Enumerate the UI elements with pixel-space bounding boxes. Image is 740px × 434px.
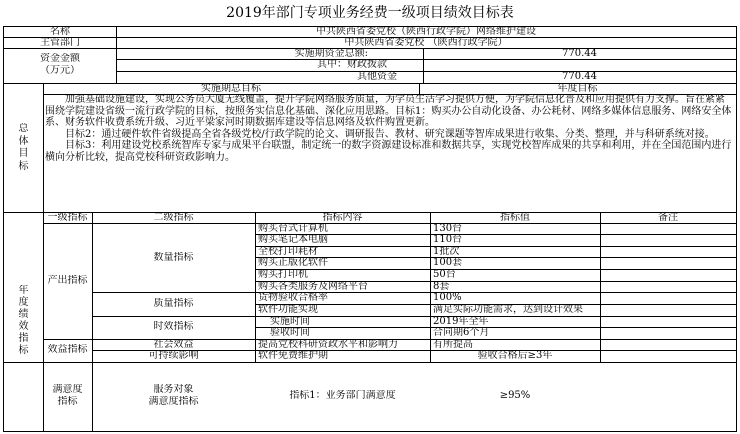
fund-finance-value — [423, 59, 736, 71]
indicator-value: 100套 — [433, 257, 463, 268]
quantity-indicator-label: 数量指标 — [153, 252, 194, 263]
performance-table — [3, 26, 737, 432]
fund-finance-label: 其中：财政拨款 — [317, 59, 387, 70]
quality-indicator-label: 质量指标 — [153, 298, 194, 309]
overall-goals-label: 总 体 目 标 — [18, 123, 29, 172]
indicator-value: 1批次 — [433, 246, 460, 257]
goal-paragraph-2: 目标2：通过硬件软件省级提高全省各级党校/行政学院的论文、调研报告、教材、研究课题等智库成果进行收集、分类、整理，并与科研系统对接。 — [65, 128, 715, 140]
indicator-content: 软件功能实现 — [258, 304, 318, 315]
dept-value: 中共陕西省委党校 （陕西行政学院） — [344, 37, 508, 48]
indicator-content: 实施时间 — [270, 316, 310, 327]
indicator-content: 验收时间 — [270, 327, 310, 338]
indicator-value: 2019年全年 — [433, 316, 489, 327]
indicator-value: 130台 — [433, 223, 463, 234]
indicator-value: 100% — [433, 292, 462, 303]
col-note: 备注 — [658, 212, 678, 223]
goal-paragraph-3: 目标3：利用建设党校系统智库专家与成果平台联盟，制定统一的数字资源建设标准和数据共享，实现党校智库成果的共享和利用，并在全国范围内进行横向分析比较，提高党校科研资政影响力。 — [45, 140, 732, 163]
service-target-label: 服务对象 — [153, 384, 194, 395]
fund-other-label: 其他资金 — [357, 71, 397, 82]
indicator-content: 提高党校科研资政水平和影响力 — [258, 339, 398, 350]
goal-paragraph-1: 加强基础设施建设，实现公务员大厦无线覆盖，提升学院网络服务质量，为学员生活学习提供方便，为学院信息化普及和应用提供有力支撑。旨在紧紧围绕学院建设省级一流行政学院的目标，按照务实信息化基础、深化应用思路。目标1：购买办公自动化设备、办公耗材、网络多媒体信息服务、网络安全体系、财务软件收费系统升级、习近平梁家河时期数据库建设等信息网络及软件购置更新。 — [45, 94, 732, 128]
indicator-value: 有所提高 — [433, 339, 473, 350]
indicator-value: ≥95% — [499, 390, 531, 401]
goal-text — [45, 94, 734, 212]
indicator-content: 软件免费维护期 — [258, 350, 328, 361]
annual-indicators-label: 年 度 绩 效 指 标 — [18, 285, 29, 356]
year-goal-header: 年度目标 — [557, 83, 598, 94]
benefit-indicator-label: 效益指标 — [47, 344, 88, 355]
period-goal-header: 实施期总目标 — [201, 83, 261, 94]
fund-other-value: 770.44 — [562, 71, 597, 82]
project-name: 中共陕西省委党校（陕西行政学院）网络维护建设 — [316, 27, 536, 37]
indicator-content: 购买正版化软件 — [258, 257, 328, 268]
satisfaction-label: 满意度 — [52, 384, 83, 395]
page-title: 2019年部门专项业务经费一级项目绩效目标表 — [226, 5, 514, 21]
col-level2: 二级指标 — [153, 212, 194, 223]
indicator-value: 满足实际功能需求，达到设计效果 — [433, 304, 583, 315]
satisfaction-sublabel: 指标 — [57, 396, 78, 407]
indicator-content: 购买打印机 — [258, 269, 308, 280]
dept-label: 主管部门 — [40, 37, 80, 48]
output-indicator-label: 产出指标 — [47, 275, 88, 286]
indicator-content: 购买笔记本电脑 — [258, 234, 328, 245]
social-benefit-label: 社会效益 — [153, 339, 194, 350]
indicator-value: 合同期6个月 — [433, 327, 490, 338]
service-satisfaction-label: 满意度指标 — [148, 396, 199, 407]
col-content: 指标内容 — [322, 212, 363, 223]
fund-label: 资金金额 — [40, 53, 80, 64]
fund-unit-label: （万元） — [40, 65, 80, 76]
indicator-content: 购买各类服务及网络平台 — [258, 281, 368, 292]
fund-total-value: 770.44 — [562, 48, 597, 59]
col-value: 指标值 — [500, 212, 530, 223]
fund-total-label: 实施期资金总额: — [294, 48, 368, 59]
indicator-value: 8套 — [433, 281, 450, 292]
indicator-content: 全校打印耗材 — [258, 246, 318, 257]
indicator-value: 50台 — [433, 269, 456, 280]
name-label: 名称 — [50, 27, 70, 37]
indicator-value: 验收合格后≥3年 — [477, 350, 553, 361]
indicator-content: 指标1：业务部门满意度 — [289, 390, 396, 401]
col-level1: 一级指标 — [47, 212, 88, 223]
indicator-content: 货物验收合格率 — [258, 292, 328, 303]
indicator-value: 110台 — [433, 234, 463, 245]
indicator-content: 购买台式计算机 — [258, 223, 328, 234]
sustainable-impact-label: 可持续影响 — [148, 350, 199, 361]
timeliness-indicator-label: 时效指标 — [153, 321, 194, 332]
